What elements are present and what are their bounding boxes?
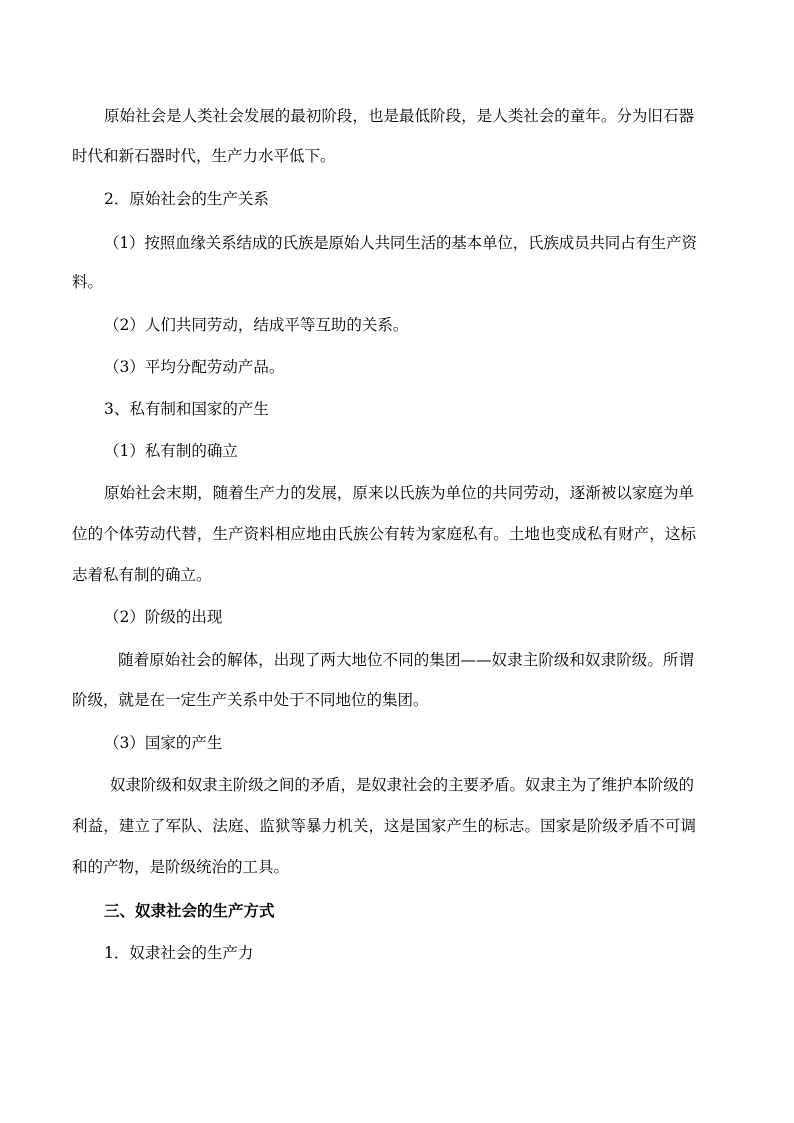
heading-text: （2）阶级的出现 xyxy=(104,608,223,626)
paragraph-line xyxy=(0,481,794,505)
paragraph-line xyxy=(0,814,794,838)
text: 原始社会末期，随着生产力的发展，原来以氏族为单位的共同劳动，逐渐被以家庭为单 xyxy=(104,484,695,502)
paragraph-line xyxy=(0,355,794,379)
text: 利益，建立了军队、法庭、监狱等暴力机关，这是国家产生的标志。国家是阶级矛盾不可调 xyxy=(72,817,697,835)
section-heading xyxy=(0,397,794,421)
paragraph-line xyxy=(0,522,794,546)
paragraph-line xyxy=(0,773,794,797)
paragraph-line xyxy=(0,563,794,587)
paragraph-line xyxy=(0,688,794,712)
text: 位的个体劳动代替，生产资料相应地由氏族公有转为家庭私有。土地也变成私有财产，这标 xyxy=(72,525,697,543)
heading-text: 2．原始社会的生产关系 xyxy=(104,190,269,208)
text: 奴隶阶级和奴隶主阶级之间的矛盾，是奴隶社会的主要矛盾。奴隶主为了维护本阶级的 xyxy=(110,776,694,794)
text: 随着原始社会的解体，出现了两大地位不同的集团——奴隶主阶级和奴隶阶级。所谓 xyxy=(118,651,695,669)
text: 料。 xyxy=(72,273,104,291)
paragraph-line xyxy=(0,144,794,168)
heading-text: 1．奴隶社会的生产力 xyxy=(104,944,254,962)
paragraph-line xyxy=(0,231,794,255)
paragraph-line xyxy=(0,104,794,128)
section-heading xyxy=(0,439,794,463)
section-heading xyxy=(0,605,794,629)
paragraph-line xyxy=(0,270,794,294)
section-heading xyxy=(0,187,794,211)
text: 阶级，就是在一定生产关系中处于不同地位的集团。 xyxy=(72,691,429,709)
paragraph-line xyxy=(0,313,794,337)
heading-text: （1）私有制的确立 xyxy=(104,442,238,460)
text: （2）人们共同劳动，结成平等互助的关系。 xyxy=(104,316,409,334)
paragraph-line xyxy=(0,855,794,879)
section-heading xyxy=(0,731,794,755)
text: 志着私有制的确立。 xyxy=(72,566,212,584)
text: （1）按照血缘关系结成的氏族是原始人共同生活的基本单位，氏族成员共同占有生产资 xyxy=(104,234,697,252)
heading-text: 3、私有制和国家的产生 xyxy=(104,400,269,418)
paragraph-line xyxy=(0,648,794,672)
section-heading xyxy=(0,941,794,965)
heading-text: （3）国家的产生 xyxy=(104,734,223,752)
text: （3）平均分配劳动产品。 xyxy=(104,358,285,376)
chapter-heading xyxy=(0,899,794,923)
heading-text: 三、奴隶社会的生产方式 xyxy=(104,901,275,920)
text: 和的产物，是阶级统治的工具。 xyxy=(72,858,290,876)
text: 原始社会是人类社会发展的最初阶段，也是最低阶段，是人类社会的童年。分为旧石器 xyxy=(104,107,695,125)
text: 时代和新石器时代，生产力水平低下。 xyxy=(72,147,336,165)
